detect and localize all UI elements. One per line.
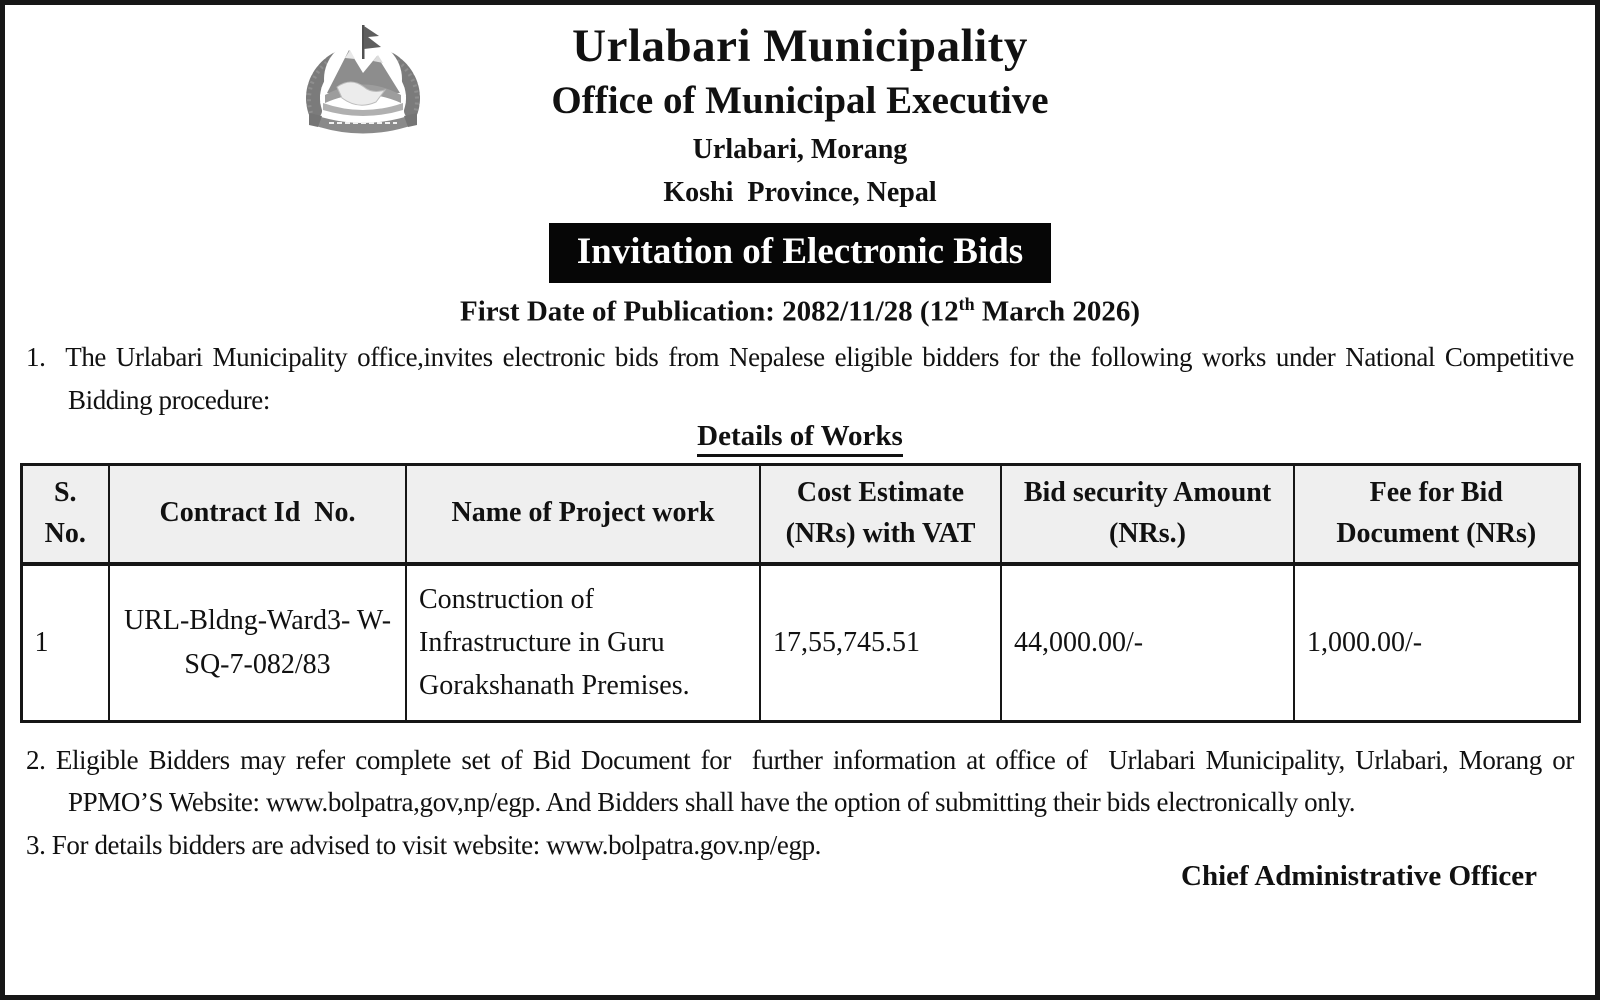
cell-bid-security: 44,000.00/- — [1001, 564, 1294, 721]
header-bid-security: Bid security Amount (NRs.) — [1001, 464, 1294, 564]
publication-date-ordinal: th — [958, 293, 975, 314]
header-project-name: Name of Project work — [406, 464, 760, 564]
office-subtitle: Office of Municipal Executive — [551, 78, 1049, 122]
signature-title: Chief Administrative Officer — [1181, 860, 1537, 893]
nepal-emblem-logo — [293, 17, 433, 139]
clause-3: 3. For details bidders are advised to visit website: www.bolpatra.gov.np/egp. — [26, 829, 822, 860]
publication-date-suffix: March 2026) — [974, 295, 1140, 328]
address-line-1: Urlabari, Morang — [692, 133, 908, 165]
header-sno: S. No. — [21, 464, 109, 564]
invitation-banner: Invitation of Electronic Bids — [549, 223, 1051, 283]
details-of-works-title: Details of Works — [697, 420, 903, 457]
publication-date-prefix: First Date of Publication: 2082/11/28 (12 — [460, 295, 959, 328]
address-line-2: Koshi Province, Nepal — [663, 176, 937, 208]
clause-1: 1. The Urlabari Municipality office,invites electronic bids from Nepalese eligible bidders for the following works under National Competitive Bidding procedure: — [26, 342, 1574, 415]
header-contract-id: Contract Id No. — [109, 464, 406, 564]
cell-contract-id: URL-Bldng-Ward3- W-SQ-7-082/83 — [109, 564, 406, 721]
clause-2: 2. Eligible Bidders may refer complete set of Bid Document for further information at office of Urlabari Municipality, Urlabari, Morang or PPMO’S Website: www.bolpatra,gov,np/egp. And Bidders shall have the option of submitting their bids electronically only. — [26, 744, 1574, 818]
publication-date — [5, 294, 1595, 329]
nepal-emblem-icon — [293, 17, 433, 139]
cell-project-name: Construction of Infrastructure in Guru Gorakshanath Premises. — [406, 564, 760, 721]
header-cost-estimate: Cost Estimate (NRs) with VAT — [760, 464, 1001, 564]
cell-bid-fee: 1,000.00/- — [1294, 564, 1579, 721]
cell-sno: 1 — [21, 564, 109, 721]
letterhead — [5, 5, 1595, 210]
cell-cost-estimate: 17,55,745.51 — [760, 564, 1001, 721]
table-header-row — [21, 464, 1579, 564]
works-table — [20, 463, 1581, 723]
header-bid-fee: Fee for Bid Document (NRs) — [1294, 464, 1579, 564]
table-row — [21, 564, 1579, 721]
municipality-title: Urlabari Municipality — [572, 20, 1028, 72]
